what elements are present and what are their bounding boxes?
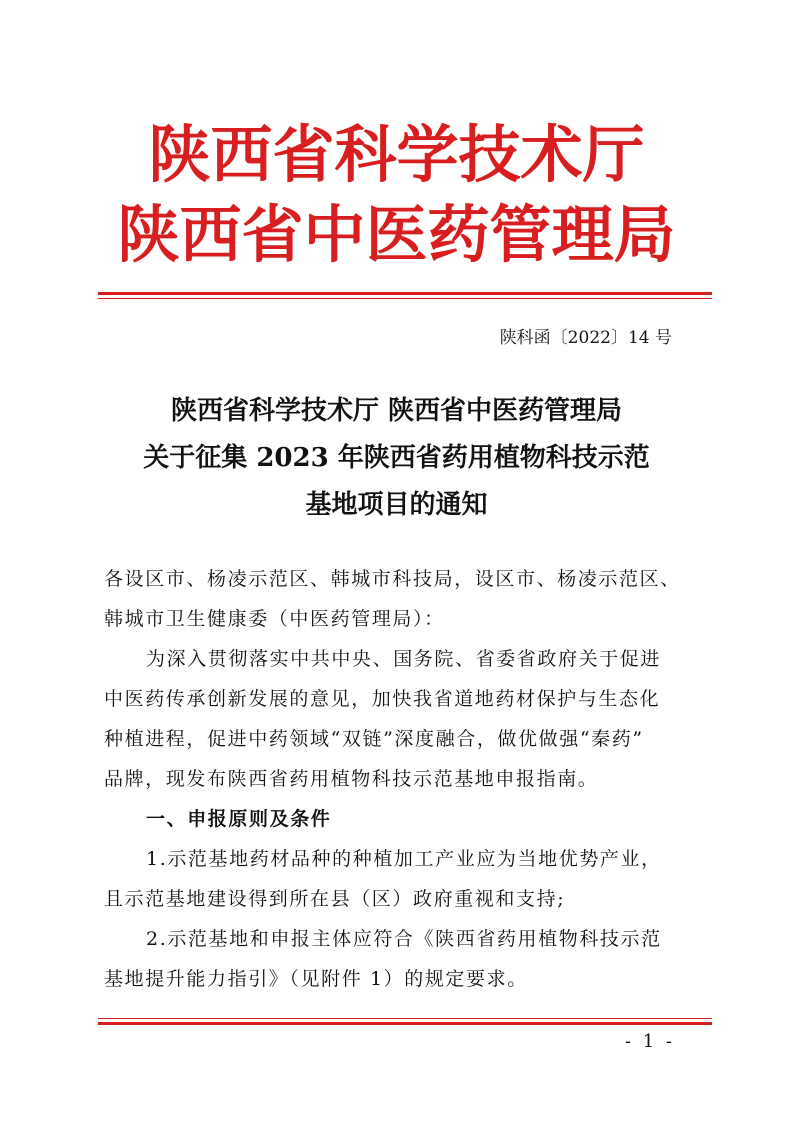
paragraph-1-line-1: 为深入贯彻落实中共中央、国务院、省委省政府关于促进 xyxy=(146,648,662,670)
addressee-line-1: 各设区市、杨凌示范区、韩城市科技局，设区市、杨凌示范区、 xyxy=(104,568,681,590)
footer-rule-thick xyxy=(98,1022,712,1025)
title-line-2: 关于征集 2023 年陕西省药用植物科技示范 xyxy=(143,443,650,473)
addressee-line-2: 韩城市卫生健康委（中医药管理局）： xyxy=(104,608,445,630)
letterhead-rule-thin xyxy=(98,298,712,299)
paragraph-1-line-2: 中医药传承创新发展的意见，加快我省道地药材保护与生态化 xyxy=(104,688,661,710)
page-number: - 1 - xyxy=(624,1031,675,1052)
letterhead-rule-thick xyxy=(98,292,712,295)
letterhead-line-1: 陕西省科学技术厅 xyxy=(148,118,645,191)
paragraph-1-line-4: 品牌，现发布陕西省药用植物科技示范基地申报指南。 xyxy=(104,768,599,790)
item-1-line-1: 1.示范基地药材品种的种植加工产业应为当地优势产业， xyxy=(146,848,662,870)
footer-rule-thin xyxy=(98,1018,712,1019)
document-number: 陕科函〔2022〕14 号 xyxy=(499,328,672,348)
letterhead-line-2: 陕西省中医药管理局 xyxy=(117,198,676,271)
item-2-line-2: 基地提升能力指引》（见附件 1）的规定要求。 xyxy=(104,968,528,990)
section-1-heading: 一、申报原则及条件 xyxy=(146,808,332,830)
item-1-line-2: 且示范基地建设得到所在县（区）政府重视和支持; xyxy=(104,888,566,910)
paragraph-1-line-3: 种植进程，促进中药领域“双链”深度融合，做优做强“秦药” xyxy=(104,728,644,750)
title-line-1: 陕西省科学技术厅 陕西省中医药管理局 xyxy=(170,396,623,426)
title-line-3: 基地项目的通知 xyxy=(305,490,488,520)
item-2-line-1: 2.示范基地和申报主体应符合《陕西省药用植物科技示范 xyxy=(146,928,662,950)
